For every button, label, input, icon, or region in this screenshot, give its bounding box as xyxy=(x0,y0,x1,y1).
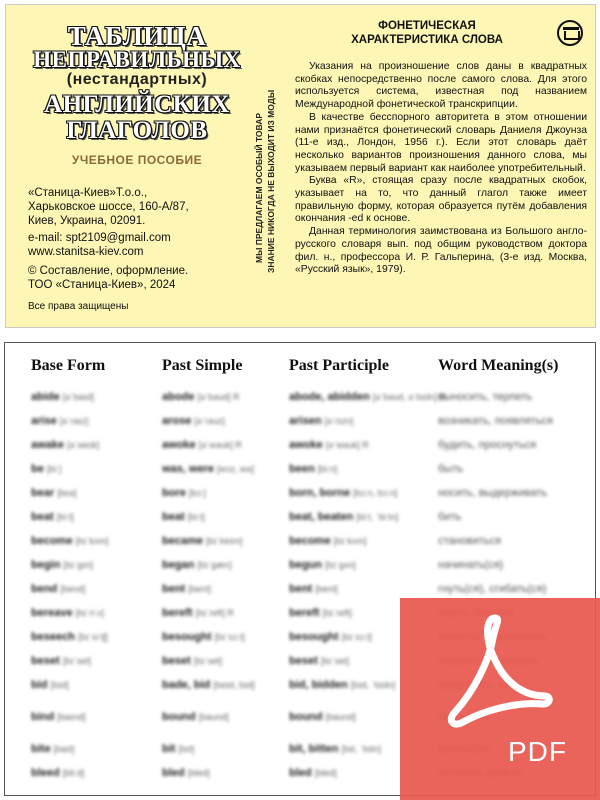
subtitle: УЧЕБНОЕ ПОСОБИЕ xyxy=(71,153,203,167)
verb-form: bit, bitten xyxy=(289,743,339,755)
transcription: [biːt] xyxy=(56,512,74,522)
verb-form: bereft xyxy=(289,607,320,619)
transcription: [baɪnd] xyxy=(57,712,86,722)
transcription: [baɪt] xyxy=(53,744,75,754)
table-row xyxy=(5,487,595,507)
transcription: [bent] xyxy=(188,584,211,594)
email-text: e-mail: spt2109@gmail.com xyxy=(28,232,171,244)
verb-form: beat xyxy=(31,511,54,523)
meaning-cell: возникать, появляться xyxy=(438,415,554,427)
transcription: [əˈbəud, əˈbɪdn] R xyxy=(372,392,446,402)
transcription: [bɪˈkʌm] xyxy=(75,536,109,546)
transcription: [bɪˈsiːtʃ] xyxy=(78,632,108,642)
past-simple-cell xyxy=(162,607,234,619)
title-line-5: ГЛАГОЛОВ xyxy=(66,117,208,144)
base-form-cell xyxy=(31,583,85,595)
paragraph: Указания на произношение слов даны в квадратных скобках непосредственно после самого слова. Для этого используется система, известная под названием Международной фонетической транскрипции. xyxy=(295,61,587,111)
transcription: [əˈrɪzn] xyxy=(324,416,354,426)
past-participle-cell xyxy=(289,631,372,643)
past-simple-cell xyxy=(162,743,194,755)
verb-form: beat xyxy=(162,511,185,523)
header-past-participle: Past Participle xyxy=(289,357,389,374)
transcription: [bɪˈreft] xyxy=(322,608,352,618)
transcription: [bɪˈgʌn] xyxy=(325,560,356,570)
meaning-cell: гнуть(ся), сгибать(ся) xyxy=(438,583,547,595)
base-form-cell xyxy=(31,679,69,691)
table-row xyxy=(5,511,595,531)
base-form-cell xyxy=(31,511,74,523)
transcription: [əˈbaɪd] xyxy=(62,392,95,402)
transcription: [bɪt, ˈbɪtn] xyxy=(341,744,381,754)
publisher-logo-icon xyxy=(557,20,583,46)
verb-form: be xyxy=(31,463,44,475)
past-participle-cell xyxy=(289,559,356,571)
meaning-cell: бить xyxy=(438,511,462,523)
verb-form: bear xyxy=(31,487,55,499)
past-participle-cell xyxy=(289,583,338,595)
rights-text: Все права защищены xyxy=(28,301,129,312)
verb-form: begin xyxy=(31,559,61,571)
verb-form: awake xyxy=(31,439,65,451)
copyright xyxy=(28,264,188,292)
verb-form: bound xyxy=(289,711,323,723)
transcription: [baund] xyxy=(325,712,356,722)
verb-form: been xyxy=(289,463,315,475)
transcription: [bliːd] xyxy=(62,768,85,778)
transcription: [bɪˈkʌm] xyxy=(333,536,367,546)
meaning-cell: становиться xyxy=(438,535,501,547)
past-simple-cell xyxy=(162,679,255,691)
title-line-4: АНГЛИЙСКИХ xyxy=(44,91,230,118)
base-form-cell xyxy=(31,655,91,667)
table-row xyxy=(5,463,595,483)
past-participle-cell xyxy=(289,767,337,779)
meaning-cell: будить, проснуться xyxy=(438,439,537,451)
base-form-cell xyxy=(31,391,94,403)
past-participle-cell xyxy=(289,415,353,427)
transcription: [bɪˈgæn] xyxy=(197,560,232,570)
copyright-line: © Составление, оформление. xyxy=(28,265,189,277)
base-form-cell xyxy=(31,535,108,547)
verb-form: bite xyxy=(31,743,51,755)
base-form-cell xyxy=(31,767,84,779)
verb-form: born, borne xyxy=(289,487,351,499)
transcription: [bɛə] xyxy=(57,488,77,498)
past-simple-cell xyxy=(162,463,254,475)
phonetic-section xyxy=(292,5,592,327)
verb-form: bent xyxy=(289,583,313,595)
transcription: [bɪˈset] xyxy=(320,656,350,666)
past-simple-cell xyxy=(162,487,206,499)
vertical-slogan xyxy=(252,87,292,277)
verb-form: bereft xyxy=(162,607,193,619)
transcription: [bɪˈreft] R xyxy=(195,608,234,618)
publisher-contacts xyxy=(28,231,171,259)
past-participle-cell xyxy=(289,711,356,723)
address-line: Харьковское шоссе, 160-А/87, xyxy=(28,201,189,213)
table-row xyxy=(5,559,595,579)
verb-form: bore xyxy=(162,487,186,499)
header-past-simple: Past Simple xyxy=(162,357,243,374)
transcription: [bled] xyxy=(187,768,210,778)
past-participle-cell xyxy=(289,655,349,667)
table-row xyxy=(5,391,595,411)
phonetic-title-line: ФОНЕТИЧЕСКАЯ xyxy=(378,20,476,32)
past-simple-cell xyxy=(162,631,245,643)
verb-form: bound xyxy=(162,711,196,723)
transcription: [bled] xyxy=(314,768,337,778)
verb-form: beset xyxy=(162,655,191,667)
slogan-line-1: МЫ ПРЕДЛАГАЕМ ОСОБЫЙ ТОВАР xyxy=(254,112,264,263)
verb-form: bid xyxy=(31,679,48,691)
transcription: [bent] xyxy=(315,584,338,594)
verb-form: arise xyxy=(31,415,57,427)
base-form-cell xyxy=(31,631,108,643)
paragraph: В качестве бесспорного авторитета в этом отношении нами признаётся фонетический словарь Даниеля Джоунза (11-е изд., Лондон, 1956 г.). Если этот словарь даёт несколько вариантов произношения данного слова, мы указываем первый вариант как наиболее употребительный. xyxy=(295,111,587,174)
verb-form: awoke xyxy=(289,439,323,451)
verb-form: arisen xyxy=(289,415,322,427)
past-simple-cell xyxy=(162,535,242,547)
past-participle-cell xyxy=(289,607,352,619)
past-simple-cell xyxy=(162,711,229,723)
verb-form: bleed xyxy=(31,767,60,779)
transcription: [biː] xyxy=(46,464,62,474)
title-line-1: ТАБЛИЦА xyxy=(67,21,207,51)
verb-form: became xyxy=(162,535,203,547)
verb-form: beat, beaten xyxy=(289,511,354,523)
base-form-cell xyxy=(31,711,86,723)
transcription: [wɔz, wə] xyxy=(217,464,255,474)
pdf-label: PDF xyxy=(508,736,567,767)
verb-form: began xyxy=(162,559,195,571)
transcription: [bend] xyxy=(60,584,86,594)
verb-form: bereave xyxy=(31,607,73,619)
verb-form: become xyxy=(289,535,331,547)
transcription: [əˈwəuk] R xyxy=(325,440,369,450)
table-row xyxy=(5,535,595,555)
header-word-meaning: Word Meaning(s) xyxy=(438,357,559,374)
table-row xyxy=(5,439,595,459)
meaning-cell: носить, выдерживать xyxy=(438,487,547,499)
verb-form: bent xyxy=(162,583,186,595)
verb-form: bind xyxy=(31,711,55,723)
website-text: www.stanitsa-kiev.com xyxy=(28,246,144,258)
verb-form: beseech xyxy=(31,631,76,643)
transcription: [əˈweɪk] xyxy=(67,440,100,450)
copyright-line: ТОО «Станица-Киев», 2024 xyxy=(28,279,176,291)
past-participle-cell xyxy=(289,743,381,755)
transcription: [əˈrəuz] xyxy=(194,416,225,426)
transcription: [əˈwəuk] R xyxy=(198,440,242,450)
verb-form: was, were xyxy=(162,463,214,475)
past-simple-cell xyxy=(162,655,222,667)
base-form-cell xyxy=(31,463,61,475)
past-simple-cell xyxy=(162,391,240,403)
acrobat-pdf-icon xyxy=(445,610,555,730)
slogan-line-2: ЗНАНИЕ НИКОГДА НЕ ВЫХОДИТ ИЗ МОДЫ xyxy=(266,89,276,273)
past-simple-cell xyxy=(162,439,242,451)
paragraph: Буква «R», стоящая сразу после квадратных скобок, указывает на то, что данный глагол также имеет правильную форму, которая образуется путём добавления окончания -ed к основе. xyxy=(295,175,587,225)
past-participle-cell xyxy=(289,439,369,451)
transcription: [bɪˈset] xyxy=(193,656,223,666)
verb-form: bid, bidden xyxy=(289,679,348,691)
transcription: [bɪˈset] xyxy=(62,656,92,666)
transcription: [biːn] xyxy=(317,464,338,474)
transcription: [beɪd, bɪd] xyxy=(213,680,255,690)
transcription: [baund] xyxy=(198,712,229,722)
address-line: «Станица-Киев»Т.о.о., xyxy=(28,187,148,199)
title-line-3: (нестандартных) xyxy=(66,71,208,88)
address-line: Киев, Украина, 02091. xyxy=(28,215,146,227)
publisher-address xyxy=(28,186,189,228)
verb-form: besought xyxy=(162,631,212,643)
pdf-watermark xyxy=(400,598,600,800)
verb-form: abode xyxy=(162,391,195,403)
phonetic-title xyxy=(292,19,562,47)
past-participle-cell xyxy=(289,679,395,691)
verb-form: abode, abidden xyxy=(289,391,370,403)
transcription: [bɔːn, bɔːn] xyxy=(353,488,398,498)
base-form-cell xyxy=(31,607,104,619)
paragraph: Данная терминология заимствована из Большого англо-русского словаря вып. под общим руководством доктора фил. н., профессора И. Р. Гальперина, (3-е изд. Москва, «Русский язык», 1979). xyxy=(295,226,587,276)
transcription: [bɪd] xyxy=(50,680,69,690)
transcription: [bɪˈriːv] xyxy=(75,608,104,618)
verb-form: abide xyxy=(31,391,60,403)
verb-form: become xyxy=(31,535,73,547)
transcription: [əˈraɪz] xyxy=(59,416,89,426)
past-simple-cell xyxy=(162,511,205,523)
verb-form: bend xyxy=(31,583,58,595)
verb-form: awoke xyxy=(162,439,196,451)
verb-form: besought xyxy=(289,631,339,643)
transcription: [bɪˈsɔːt] xyxy=(214,632,245,642)
base-form-cell xyxy=(31,743,74,755)
base-form-cell xyxy=(31,487,76,499)
transcription: [bɪt] xyxy=(178,744,195,754)
title-block xyxy=(6,5,268,327)
verb-form: bled xyxy=(289,767,312,779)
past-simple-cell xyxy=(162,559,232,571)
title-line-2: НЕПРАВИЛЬНЫХ xyxy=(33,47,241,72)
verb-form: bade, bid xyxy=(162,679,211,691)
past-participle-cell xyxy=(289,535,366,547)
meaning-cell: быть xyxy=(438,463,463,475)
base-form-cell xyxy=(31,415,88,427)
phonetic-title-line: ХАРАКТЕРИСТИКА СЛОВА xyxy=(351,34,503,46)
past-participle-cell xyxy=(289,487,397,499)
verb-form: arose xyxy=(162,415,192,427)
verb-form: beset xyxy=(31,655,60,667)
cover-panel xyxy=(5,4,596,328)
past-participle-cell xyxy=(289,391,446,403)
past-participle-cell xyxy=(289,463,337,475)
table-row xyxy=(5,415,595,435)
verb-form: bit xyxy=(162,743,176,755)
verb-form: bled xyxy=(162,767,185,779)
verb-form: begun xyxy=(289,559,322,571)
header-base-form: Base Form xyxy=(31,357,106,374)
transcription: [bɪd, ˈbɪdn] xyxy=(350,680,396,690)
meaning-cell: начинать(ся) xyxy=(438,559,504,571)
base-form-cell xyxy=(31,439,99,451)
transcription: [bɪˈgɪn] xyxy=(63,560,93,570)
transcription: [bɪˈsɔːt] xyxy=(341,632,372,642)
past-simple-cell xyxy=(162,415,225,427)
meaning-cell: выносить, терпеть xyxy=(438,391,533,403)
transcription: [biːt] xyxy=(187,512,205,522)
past-simple-cell xyxy=(162,767,210,779)
past-simple-cell xyxy=(162,583,211,595)
base-form-cell xyxy=(31,559,93,571)
transcription: [əˈbəud] R xyxy=(197,392,240,402)
verb-form: beset xyxy=(289,655,318,667)
transcription: [bɪˈkeɪm] xyxy=(206,536,243,546)
transcription: [biːt, ˈbiːtn] xyxy=(356,512,399,522)
transcription: [bɔː] xyxy=(188,488,206,498)
past-participle-cell xyxy=(289,511,398,523)
phonetic-text xyxy=(295,61,587,277)
